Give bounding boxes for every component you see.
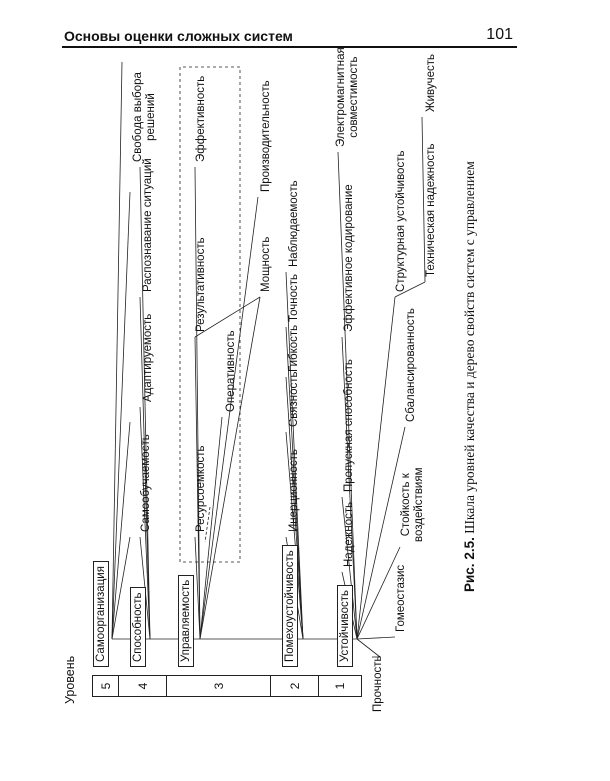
property-label bbox=[400, 468, 426, 542]
property-label bbox=[335, 47, 361, 147]
property-label: Пропускная способность bbox=[343, 359, 355, 492]
level-cell-3: 3 bbox=[166, 675, 271, 697]
property-label: Прочность bbox=[372, 655, 384, 712]
property-label: Инерционность bbox=[288, 449, 300, 532]
quality-levels-diagram bbox=[60, 47, 540, 752]
property-label: Мощность bbox=[260, 236, 272, 292]
running-title: Основы оценки сложных систем bbox=[64, 28, 293, 44]
property-label: Наблюдаемость bbox=[288, 180, 300, 267]
property-label-line: Стойкость к bbox=[400, 473, 412, 537]
level-name-5: Самоорганизация bbox=[93, 561, 109, 667]
caption-label: Рис. 2.5. bbox=[462, 537, 477, 592]
property-label: Эффективное кодирование bbox=[343, 184, 355, 332]
property-label: Самообучаемость bbox=[140, 434, 152, 532]
property-label-line: решений bbox=[145, 93, 157, 141]
level-name-1: Устойчивость bbox=[337, 585, 353, 667]
level-cell-4: 4 bbox=[118, 675, 167, 697]
caption-text: Шкала уровней качества и дерево свойств систем с управлением bbox=[462, 161, 477, 534]
level-name-2: Помехоустойчивость bbox=[282, 545, 298, 667]
property-label: Оперативность bbox=[225, 330, 237, 412]
property-label: Распознавание ситуаций bbox=[142, 158, 154, 292]
property-label: Надежность bbox=[343, 501, 355, 567]
property-label: Гомеостазис bbox=[395, 564, 407, 632]
property-label: Техническая надежность bbox=[425, 143, 437, 277]
level-name-4: Способность bbox=[130, 587, 146, 667]
page-number: 101 bbox=[486, 26, 513, 43]
property-label-line: воздействиям bbox=[413, 467, 425, 542]
property-label bbox=[132, 72, 158, 162]
level-cell-5: 5 bbox=[92, 675, 119, 697]
property-label: Ресурсоемкость bbox=[195, 445, 207, 532]
level-axis-label: Уровень bbox=[63, 655, 77, 704]
property-label: Эффективность bbox=[195, 75, 207, 162]
figure-caption bbox=[462, 161, 478, 592]
property-label: Связность bbox=[288, 371, 300, 427]
level-cell-2: 2 bbox=[270, 675, 319, 697]
property-label: Живучесть bbox=[425, 53, 437, 112]
property-label: Адаптируемость bbox=[142, 313, 154, 402]
property-label: Гибкость bbox=[288, 324, 300, 372]
level-name-3: Управляемость bbox=[178, 575, 194, 667]
property-label: Сбалансированность bbox=[405, 308, 417, 422]
property-label: Результативность bbox=[195, 237, 207, 332]
property-label: Точность bbox=[288, 273, 300, 322]
level-cell-1: 1 bbox=[318, 675, 362, 697]
property-label-line: совместимость bbox=[348, 56, 360, 138]
property-label: Производительность bbox=[260, 80, 272, 192]
property-label: Структурная устойчивость bbox=[395, 150, 407, 292]
property-label-line: Электромагнитная bbox=[335, 47, 347, 147]
property-label-line: Свобода выбора bbox=[132, 72, 144, 162]
page-header bbox=[62, 26, 517, 48]
